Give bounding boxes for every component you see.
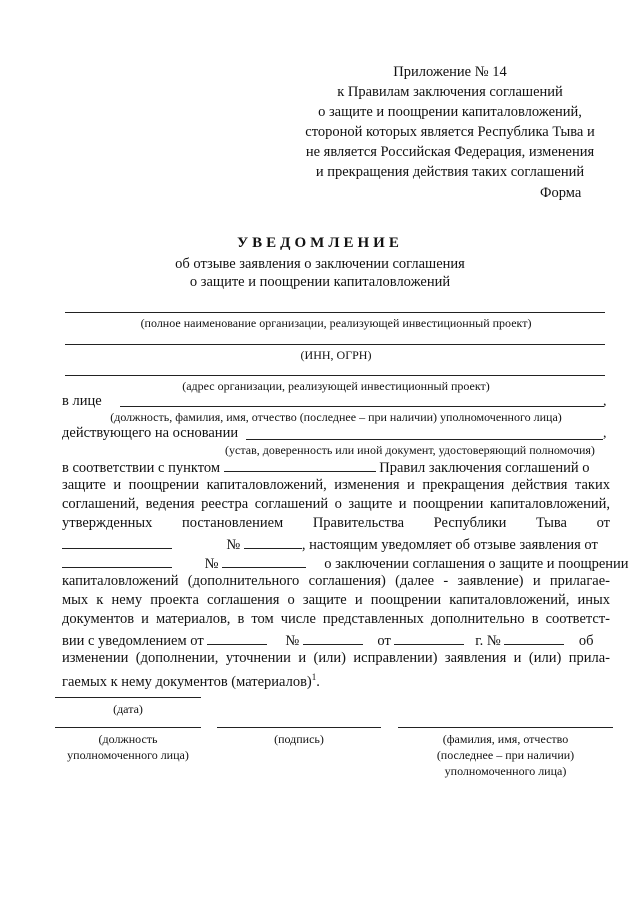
signature-line[interactable]: [217, 727, 381, 728]
document-subtitle: [0, 255, 640, 291]
resolution-date-field[interactable]: [62, 534, 172, 549]
body-block-1: [62, 476, 610, 534]
change-number-field[interactable]: [504, 630, 564, 645]
body-line-1: [62, 457, 610, 477]
body-line-5: [62, 534, 610, 554]
notice-date-field[interactable]: [207, 630, 267, 645]
body-line-12: гаемых к нему документов (материалов)$^1$.: [62, 672, 320, 691]
acting-basis-line[interactable]: [246, 439, 603, 440]
resolution-number-field[interactable]: [244, 534, 302, 549]
acting-label: действующего на основании: [62, 425, 239, 441]
body-l10-ob: об: [578, 633, 594, 649]
fio-caption: (фамилия, имя, отчество (последнее – при наличии) уполномоченного лица): [436, 732, 575, 778]
in-person-caption: (должность, фамилия, имя, отчество (последнее – при наличии) уполномоченного лица): [110, 410, 562, 424]
change-date-field[interactable]: [394, 630, 464, 645]
no-sign: №: [226, 537, 241, 553]
date-line[interactable]: [55, 697, 201, 698]
date-caption: (дата): [113, 702, 143, 716]
footnote-mark: 1: [311, 672, 317, 683]
no-sign: №: [204, 556, 219, 572]
org-name-line[interactable]: [65, 312, 605, 313]
appendix-line: и прекращения действия таких соглашений: [315, 164, 585, 180]
appendix-line: к Правилам заключения соглашений: [337, 84, 563, 100]
body-p1-start: в соответствии с пунктом: [62, 460, 221, 476]
clause-number-field[interactable]: [224, 457, 376, 472]
address-line[interactable]: [65, 375, 605, 376]
inn-ogrn-line[interactable]: [65, 344, 605, 345]
fio-line[interactable]: [398, 727, 613, 728]
position-caption: (должность уполномоченного лица): [67, 732, 189, 762]
signature-caption: (подпись): [274, 732, 324, 746]
org-name-caption: (полное наименование организации, реализующей инвестиционный проект): [140, 316, 532, 330]
application-number-field[interactable]: [222, 553, 306, 568]
document-title: УВЕДОМЛЕНИЕ: [237, 235, 403, 251]
in-person-line[interactable]: [120, 406, 604, 407]
address-caption: (адрес организации, реализующей инвестиционный проект): [182, 379, 490, 393]
in-person-row: [62, 393, 610, 410]
body-p1-end: Правил заключения соглашений о: [379, 460, 590, 476]
position-line[interactable]: [55, 727, 201, 728]
body-l6-text: о заключении соглашения о защите и поощрении: [324, 556, 629, 572]
inn-ogrn-caption: (ИНН, ОГРН): [300, 348, 372, 362]
body-block-2: [62, 572, 610, 630]
body-line-2: защите и поощрении капиталовложений, изменения и прекращения действия таких: [62, 477, 610, 493]
body-l10-g: г. №: [475, 633, 501, 649]
in-person-label: в лице: [62, 393, 102, 409]
subtitle-line-1: об отзыве заявления о заключении соглашения: [175, 256, 465, 272]
body-line-11: изменении (дополнении, уточнении и (или) исправлении) заявления и (или) прила-: [62, 650, 610, 666]
appendix-line: стороной которых является Республика Тыва и: [305, 124, 595, 140]
body-l10-a: вии с уведомлением от: [62, 633, 204, 649]
body-l10-from: от: [377, 633, 391, 649]
appendix-line: не является Российская Федерация, изменения: [305, 144, 595, 160]
application-date-field[interactable]: [62, 553, 172, 568]
body-line-3: соглашений, ведения реестра соглашений о защите и поощрении капиталовложений,: [62, 496, 610, 513]
body-l5-text: , настоящим уведомляет об отзыве заявления от: [301, 537, 598, 553]
body-line-9: документов и материалов, в том числе представленных дополнительно в соответст-: [62, 611, 610, 628]
appendix-line: о защите и поощрении капиталовложений,: [318, 104, 582, 120]
body-l12: гаемых к нему документов (материалов): [62, 674, 312, 691]
appendix-line: Приложение № 14: [393, 64, 507, 80]
subtitle-line-2: о защите и поощрении капиталовложений: [189, 274, 451, 290]
body-line-4: утвержденных постановлением Правительства Республики Тыва от: [62, 515, 610, 532]
body-block-3: [62, 649, 610, 692]
notice-number-field[interactable]: [303, 630, 363, 645]
body-line-7: капиталовложений (дополнительного соглашения) (далее - заявление) и прилагае-: [62, 573, 610, 589]
body-line-10: [62, 630, 610, 650]
acting-basis-caption: (устав, доверенность или иной документ, удостоверяющий полномочия): [225, 443, 595, 457]
body-line-6: [62, 553, 629, 573]
no-sign: №: [285, 633, 300, 649]
body-line-8: мых к нему проекта соглашения о защите и поощрении капиталовложений, иных: [62, 592, 610, 609]
appendix-header: [290, 62, 610, 182]
form-label: Форма: [540, 185, 582, 201]
